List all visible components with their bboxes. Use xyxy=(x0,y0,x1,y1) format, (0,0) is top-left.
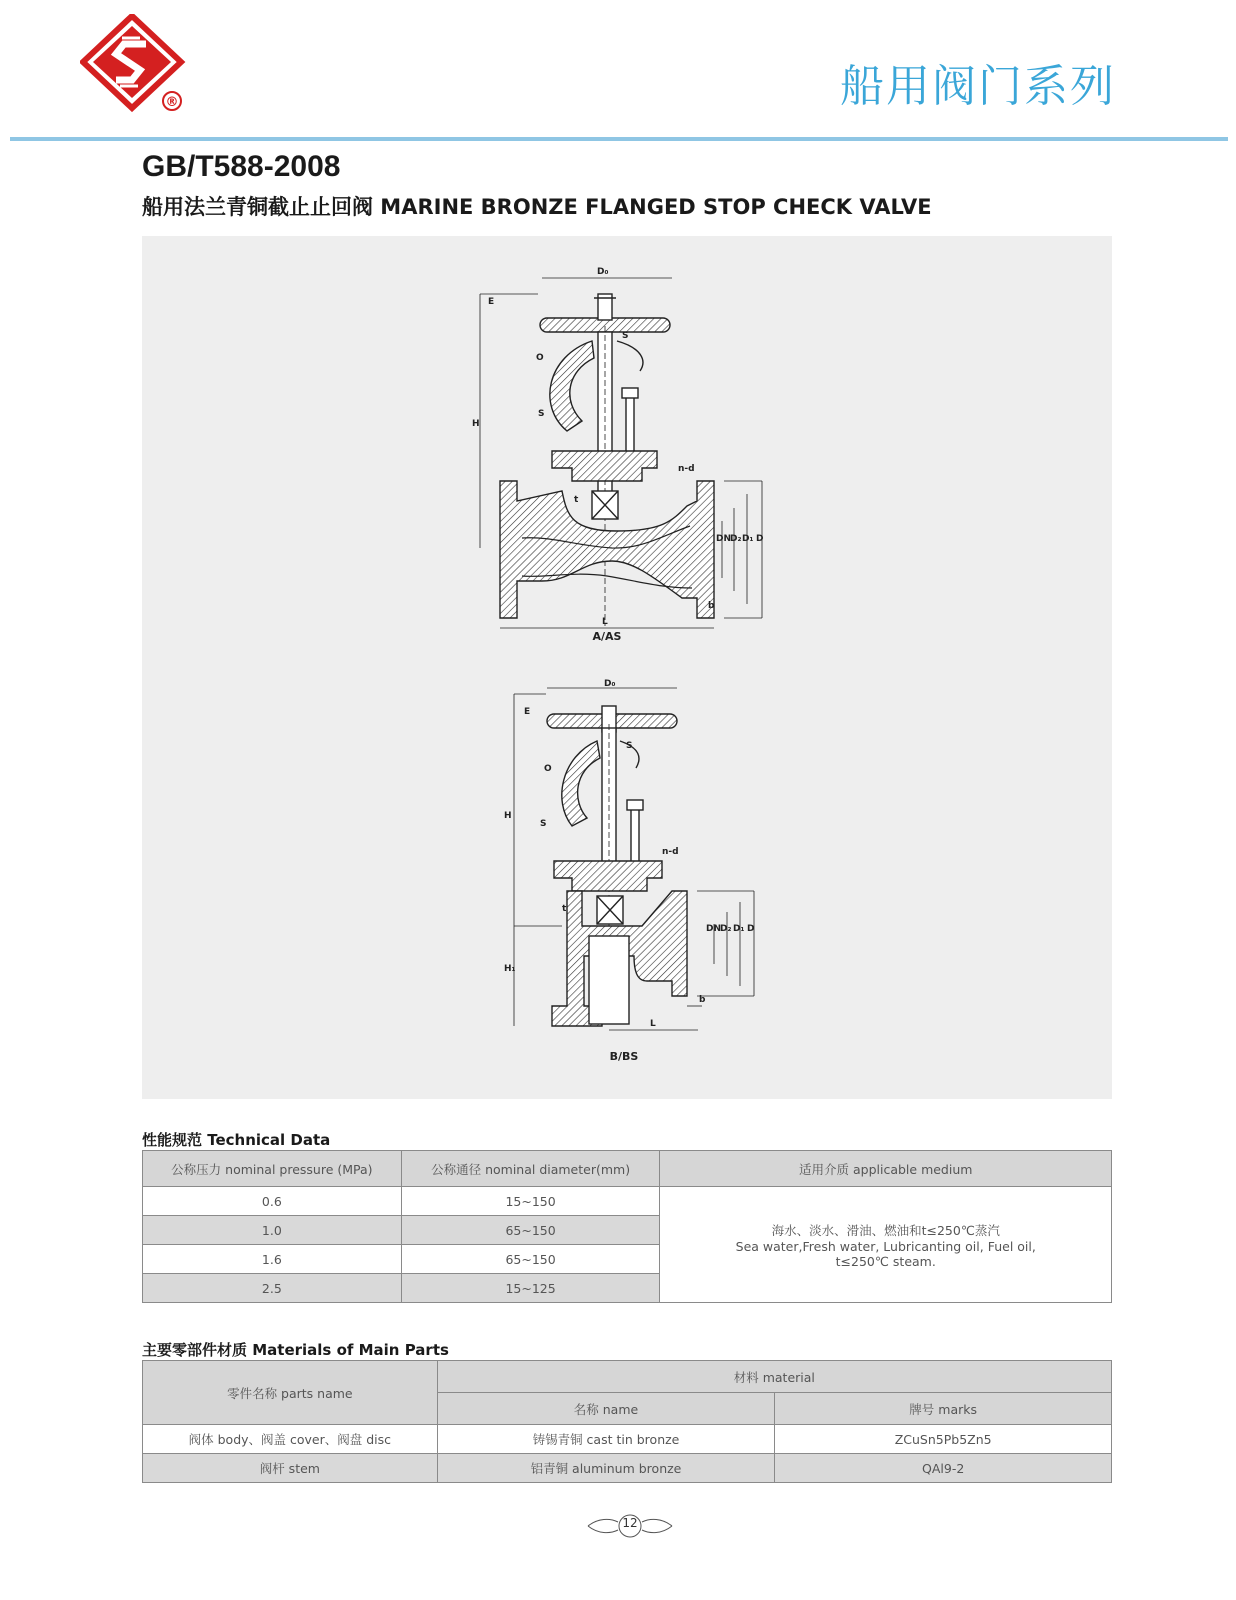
pressure-cell: 1.0 xyxy=(143,1216,402,1245)
label-d1-b: D₁ xyxy=(733,924,745,934)
header-divider xyxy=(10,137,1228,141)
marks-header: 牌号 marks xyxy=(775,1393,1112,1425)
page-number: 12 xyxy=(622,1516,638,1530)
series-title: 船用阀门系列 xyxy=(840,61,1116,112)
label-nd-b: n-d xyxy=(662,847,679,857)
part-cell: 阀体 body、阀盖 cover、阀盘 disc xyxy=(143,1425,438,1454)
label-e-b: E xyxy=(524,707,531,717)
label-d-a: D xyxy=(756,534,764,544)
medium-header: 适用介质 applicable medium xyxy=(660,1151,1112,1187)
label-nd-a: n-d xyxy=(678,464,695,474)
medium-line: Sea water,Fresh water, Lubricanting oil, Fuel oil, xyxy=(735,1238,1036,1254)
label-d0-b: D₀ xyxy=(604,679,616,689)
label-b-a: b xyxy=(708,601,715,611)
label-l-b: L xyxy=(650,1019,656,1029)
material-mark-cell: ZCuSn5Pb5Zn5 xyxy=(775,1425,1112,1454)
label-l-a: L xyxy=(602,617,608,627)
table-header-row xyxy=(143,1361,1112,1393)
page-number-badge xyxy=(580,1513,680,1539)
pressure-cell: 1.6 xyxy=(143,1245,402,1274)
diameter-cell: 15~125 xyxy=(401,1274,660,1303)
parts-name-header: 零件名称 parts name xyxy=(143,1361,438,1425)
product-title: 船用法兰青铜截止止回阀 MARINE BRONZE FLANGED STOP CHECK VALVE xyxy=(142,195,932,219)
part-cell: 阀杆 stem xyxy=(143,1454,438,1483)
diameter-header: 公称通径 nominal diameter(mm) xyxy=(401,1151,660,1187)
label-d2-b: D₂ xyxy=(720,924,732,934)
valve-drawing-a xyxy=(480,278,762,628)
diameter-cell: 65~150 xyxy=(401,1216,660,1245)
label-o-b: O xyxy=(544,764,552,774)
pressure-cell: 0.6 xyxy=(143,1187,402,1216)
label-h-b: H xyxy=(504,811,512,821)
label-h1-b: H₁ xyxy=(504,964,516,974)
diameter-cell: 65~150 xyxy=(401,1245,660,1274)
material-name-cell: 铝青铜 aluminum bronze xyxy=(437,1454,775,1483)
medium-cell xyxy=(660,1187,1112,1303)
label-s-a1: S xyxy=(622,331,629,341)
drawing-panel xyxy=(142,236,1112,1099)
table-row xyxy=(143,1425,1112,1454)
materials-table xyxy=(142,1360,1112,1483)
label-o-a: O xyxy=(536,353,544,363)
materials-heading: 主要零部件材质 Materials of Main Parts xyxy=(142,1341,449,1359)
view-a-caption: A/AS xyxy=(592,630,622,643)
label-e-a: E xyxy=(488,297,495,307)
material-mark-cell: QAl9-2 xyxy=(775,1454,1112,1483)
label-t-a: t xyxy=(574,495,579,505)
view-b-caption: B/BS xyxy=(609,1050,639,1063)
table-row xyxy=(143,1187,1112,1216)
label-d0-a: D₀ xyxy=(597,267,609,277)
technical-data-heading: 性能规范 Technical Data xyxy=(142,1131,331,1149)
material-name-cell: 铸锡青铜 cast tin bronze xyxy=(437,1425,775,1454)
pressure-header: 公称压力 nominal pressure (MPa) xyxy=(143,1151,402,1187)
label-b-b: b xyxy=(699,995,706,1005)
label-dn-b: DN xyxy=(706,924,722,934)
material-header: 材料 material xyxy=(437,1361,1111,1393)
registered-mark: ® xyxy=(165,95,179,110)
standard-code: GB/T588-2008 xyxy=(142,150,341,183)
pressure-cell: 2.5 xyxy=(143,1274,402,1303)
label-d-b: D xyxy=(747,924,755,934)
label-t-b: t xyxy=(562,904,567,914)
label-d2-a: D₂ xyxy=(730,534,742,544)
diameter-cell: 15~150 xyxy=(401,1187,660,1216)
label-d1-a: D₁ xyxy=(742,534,754,544)
table-row xyxy=(143,1454,1112,1483)
valve-drawing-b xyxy=(514,688,754,1030)
name-header: 名称 name xyxy=(437,1393,775,1425)
brand-logo xyxy=(80,14,190,114)
table-header-row xyxy=(143,1151,1112,1187)
label-h-a: H xyxy=(472,419,480,429)
label-s-a2: S xyxy=(538,409,545,419)
label-dn-a: DN xyxy=(716,534,732,544)
technical-data-table xyxy=(142,1150,1112,1303)
medium-line: 海水、淡水、滑油、燃油和t≤250℃蒸汽 xyxy=(771,1222,1000,1238)
label-s-b1: S xyxy=(626,741,633,751)
medium-line: t≤250℃ steam. xyxy=(835,1253,936,1269)
label-s-b2: S xyxy=(540,819,547,829)
